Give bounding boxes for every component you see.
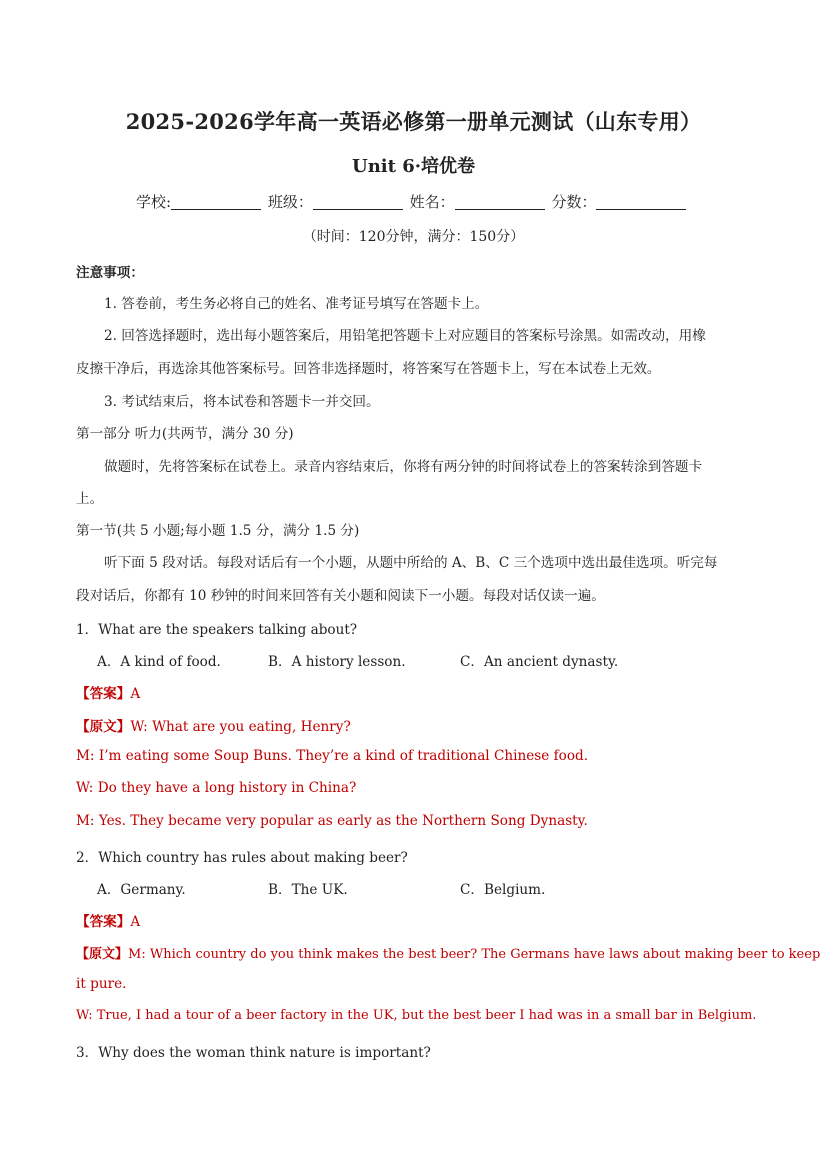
question-3-stem: 3．Why does the woman think nature is important? (76, 1045, 431, 1061)
question-1-option-b: B．A history lesson. (268, 654, 406, 670)
question-2-script-line-1 (76, 943, 820, 962)
part1-heading: 第一部分 听力(共两节，满分 30 分) (76, 426, 294, 442)
section1-intro-line-1: 听下面 5 段对话。每段对话后有一个小题，从题中所给的 A、B、C 三个选项中选出最佳选项。听完每 (104, 555, 718, 571)
notice-item-3: 3. 考试结束后，将本试卷和答题卡一并交回。 (104, 394, 380, 410)
question-2-script-line-2: it pure. (76, 976, 127, 992)
notice-item-2-line-1: 2. 回答选择题时，选出每小题答案后，用铅笔把答题卡上对应题目的答案标号涂黑。如需改动，用橡 (104, 328, 706, 344)
exam-time: （时间：120分钟，满分：150分） (302, 229, 525, 245)
question-2-option-c: C．Belgium. (460, 882, 546, 898)
section1-intro-line-2: 段对话后，你都有 10 秒钟的时间来回答有关小题和阅读下一小题。每段对话仅读一遍。 (76, 588, 605, 604)
answer-value: A (130, 914, 141, 930)
question-1-answer (76, 682, 140, 702)
student-info-fields (136, 191, 688, 212)
question-1-script-line-3: W: Do they have a long history in China? (76, 780, 357, 796)
score-blank[interactable] (596, 194, 686, 210)
answer-value: A (130, 686, 141, 702)
name-blank[interactable] (455, 194, 545, 210)
question-1-script-line-4: M: Yes. They became very popular as early as the Northern Song Dynasty. (76, 813, 588, 829)
exam-title: 2025-2026学年高一英语必修第一册单元测试（山东专用） (125, 109, 702, 134)
notice-item-2-line-2: 皮擦干净后，再选涂其他答案标号。回答非选择题时，将答案写在答题卡上，写在本试卷上无效。 (76, 361, 661, 377)
question-2-option-b: B．The UK. (268, 882, 348, 898)
question-1-script-line-2: M: I’m eating some Soup Buns. They’re a kind of traditional Chinese food. (76, 748, 589, 764)
section1-heading: 第一节(共 5 小题;每小题 1.5 分，满分 1.5 分) (76, 523, 360, 539)
school-label: 学校: (136, 193, 172, 211)
name-label: 姓名： (409, 193, 455, 211)
score-label: 分数： (551, 193, 597, 211)
question-1-script-line-1 (76, 715, 351, 735)
script-text: M: Which country do you think makes the best beer? The Germans have laws about making beer to keep (128, 947, 821, 962)
exam-subtitle: Unit 6·培优卷 (352, 156, 475, 177)
question-1-option-c: C．An ancient dynasty. (460, 654, 619, 670)
class-blank[interactable] (313, 194, 403, 210)
script-tag: 【原文】 (76, 947, 129, 962)
question-2-answer (76, 910, 140, 930)
notice-item-1: 1. 答卷前，考生务必将自己的姓名、准考证号填写在答题卡上。 (104, 296, 489, 312)
answer-tag: 【答案】 (76, 686, 131, 702)
part1-intro-line-1: 做题时，先将答案标在试卷上。录音内容结束后，你将有两分钟的时间将试卷上的答案转涂到答题卡 (104, 459, 703, 475)
question-2-stem: 2．Which country has rules about making beer? (76, 850, 408, 866)
part1-intro-line-2: 上。 (76, 491, 104, 507)
question-2-script-line-3: W: True, I had a tour of a beer factory in the UK, but the best beer I had was in a small bar in Belgium. (76, 1008, 757, 1023)
class-label: 班级： (267, 193, 313, 211)
question-1-option-a: A．A kind of food. (97, 654, 221, 670)
script-text: W: What are you eating, Henry? (130, 719, 351, 735)
answer-tag: 【答案】 (76, 914, 131, 930)
question-2-option-a: A．Germany. (97, 882, 186, 898)
question-1-stem: 1．What are the speakers talking about? (76, 622, 358, 638)
school-blank[interactable] (171, 194, 261, 210)
script-tag: 【原文】 (76, 719, 131, 735)
notice-heading: 注意事项： (76, 265, 144, 281)
